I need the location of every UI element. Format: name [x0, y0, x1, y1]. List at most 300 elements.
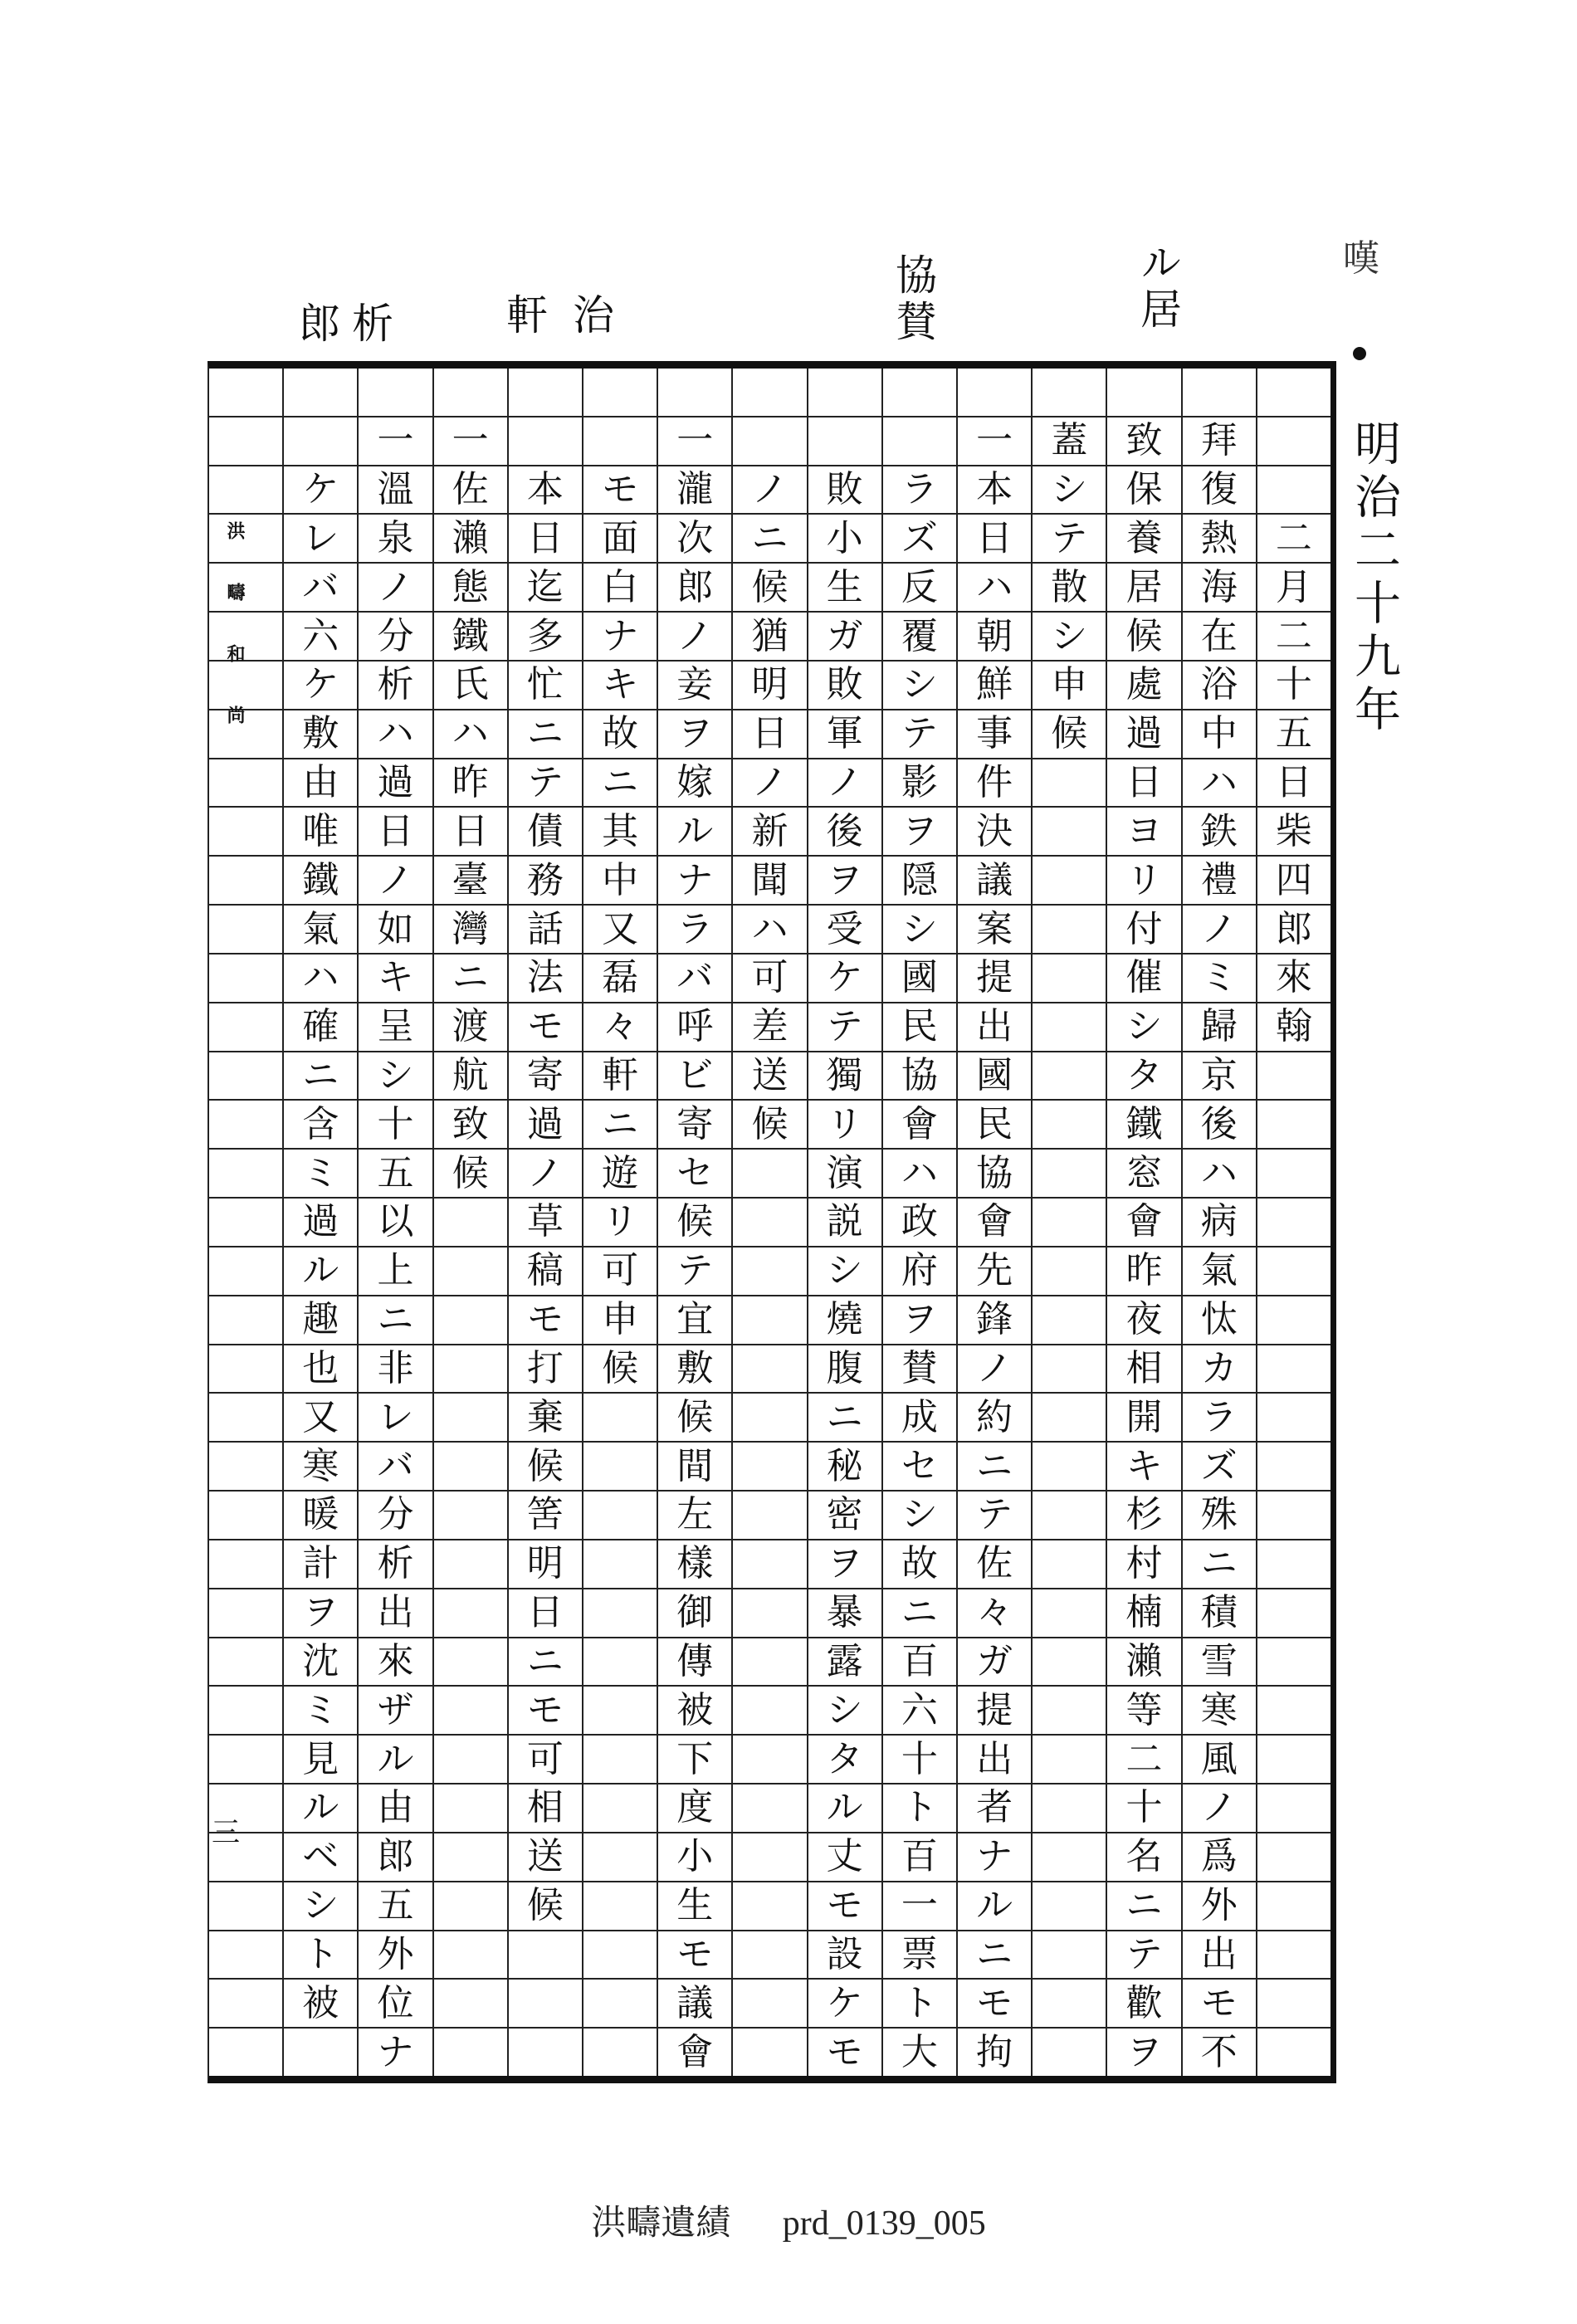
manuscript-cell: 寄: [658, 1101, 731, 1150]
manuscript-cell: [583, 1443, 657, 1492]
manuscript-cell: [1257, 1394, 1330, 1443]
manuscript-cell: 秘: [808, 1443, 881, 1492]
manuscript-cell: 氣: [284, 906, 357, 954]
manuscript-cell: シ: [1033, 466, 1106, 515]
manuscript-cell: [434, 2029, 507, 2076]
manuscript-cell: 杉: [1107, 1492, 1180, 1540]
manuscript-cell: 見: [284, 1736, 357, 1784]
footer-code: prd_0139_005: [782, 2204, 986, 2243]
annotation-inaka: 郎析: [299, 300, 405, 348]
manuscript-cell: [434, 1784, 507, 1833]
manuscript-cell: ヲ: [808, 1540, 881, 1589]
manuscript-cell: [658, 369, 731, 417]
manuscript-cell: 敷: [284, 710, 357, 759]
manuscript-cell: ハ: [1183, 1150, 1256, 1199]
manuscript-cell: 可: [509, 1736, 582, 1784]
manuscript-cell: 由: [284, 759, 357, 808]
manuscript-cell: [434, 369, 507, 417]
manuscript-cell: ケ: [808, 1980, 881, 2029]
manuscript-cell: 瀧: [658, 466, 731, 515]
manuscript-cell: 妾: [658, 662, 731, 710]
manuscript-cell: ナ: [583, 613, 657, 662]
manuscript-cell: 政: [883, 1199, 956, 1247]
manuscript-cell: バ: [359, 1443, 432, 1492]
manuscript-cell: 其: [583, 808, 657, 857]
manuscript-column: [282, 369, 357, 2076]
manuscript-cell: [509, 1980, 582, 2029]
manuscript-cell: [1033, 1101, 1106, 1150]
manuscript-cell: 鐵: [284, 857, 357, 906]
manuscript-cell: [1033, 808, 1106, 857]
manuscript-cell: [434, 1394, 507, 1443]
manuscript-column: [1106, 369, 1180, 2076]
manuscript-cell: 日: [509, 1589, 582, 1638]
manuscript-cell: [209, 1199, 282, 1247]
manuscript-cell: ヲ: [284, 1589, 357, 1638]
manuscript-cell: 昨: [434, 759, 507, 808]
manuscript-cell: [1033, 1003, 1106, 1052]
manuscript-cell: 熱: [1183, 515, 1256, 564]
manuscript-cell: 明: [733, 662, 806, 710]
manuscript-cell: 佐: [434, 466, 507, 515]
manuscript-cell: ニ: [1107, 1882, 1180, 1931]
manuscript-cell: 故: [883, 1540, 956, 1589]
manuscript-cell: 設: [808, 1931, 881, 1980]
manuscript-cell: 生: [808, 564, 881, 613]
manuscript-cell: レ: [284, 515, 357, 564]
manuscript-cell: [1033, 1247, 1106, 1296]
manuscript-cell: [1033, 906, 1106, 954]
manuscript-grid: [208, 361, 1336, 2083]
manuscript-cell: [209, 1882, 282, 1931]
manuscript-cell: 打: [509, 1345, 582, 1394]
manuscript-cell: ル: [808, 1784, 881, 1833]
manuscript-cell: [1257, 1150, 1330, 1199]
manuscript-cell: 日: [733, 710, 806, 759]
manuscript-cell: 氣: [1183, 1247, 1256, 1296]
manuscript-cell: 提: [958, 954, 1031, 1003]
manuscript-cell: 々: [958, 1589, 1031, 1638]
manuscript-cell: [209, 808, 282, 857]
manuscript-cell: 非: [359, 1345, 432, 1394]
manuscript-cell: [583, 1687, 657, 1736]
manuscript-cell: 隠: [883, 857, 956, 906]
manuscript-cell: 候: [658, 1394, 731, 1443]
manuscript-cell: 呈: [359, 1003, 432, 1052]
manuscript-cell: 暖: [284, 1492, 357, 1540]
manuscript-cell: [1033, 1199, 1106, 1247]
manuscript-cell: [209, 1443, 282, 1492]
manuscript-cell: [583, 1980, 657, 2029]
manuscript-cell: 唯: [284, 808, 357, 857]
manuscript-cell: 過: [284, 1199, 357, 1247]
manuscript-cell: シ: [808, 1687, 881, 1736]
manuscript-cell: 相: [1107, 1345, 1180, 1394]
manuscript-cell: 五: [1257, 710, 1330, 759]
manuscript-cell: 腹: [808, 1345, 881, 1394]
manuscript-cell: [583, 1931, 657, 1980]
manuscript-cell: キ: [583, 662, 657, 710]
manuscript-cell: [733, 1931, 806, 1980]
manuscript-cell: ヲ: [658, 710, 731, 759]
manuscript-cell: 日: [434, 808, 507, 857]
manuscript-cell: ル: [284, 1784, 357, 1833]
manuscript-cell: 議: [958, 857, 1031, 906]
manuscript-cell: シ: [808, 1247, 881, 1296]
manuscript-cell: [1033, 1150, 1106, 1199]
manuscript-cell: 演: [808, 1150, 881, 1199]
manuscript-cell: 四: [1257, 857, 1330, 906]
manuscript-cell: ル: [284, 1247, 357, 1296]
manuscript-cell: 國: [883, 954, 956, 1003]
manuscript-cell: [209, 1101, 282, 1150]
manuscript-cell: 含: [284, 1101, 357, 1150]
manuscript-cell: 寒: [1183, 1687, 1256, 1736]
manuscript-cell: 成: [883, 1394, 956, 1443]
manuscript-column: [1031, 369, 1106, 2076]
manuscript-cell: [509, 1931, 582, 1980]
manuscript-cell: ル: [658, 808, 731, 857]
manuscript-cell: ハ: [284, 954, 357, 1003]
manuscript-cell: ヲ: [1125, 2030, 1163, 2073]
manuscript-cell: [733, 1296, 806, 1345]
manuscript-cell: [583, 1882, 657, 1931]
manuscript-cell: 出: [958, 1003, 1031, 1052]
manuscript-cell: 間: [658, 1443, 731, 1492]
manuscript-cell: 敗: [808, 466, 881, 515]
manuscript-cell: 送: [733, 1052, 806, 1101]
manuscript-cell: 日: [509, 515, 582, 564]
manuscript-cell: [1257, 1931, 1330, 1980]
manuscript-cell: 殊: [1183, 1492, 1256, 1540]
manuscript-cell: 々: [583, 1003, 657, 1052]
manuscript-cell: 候: [434, 1150, 507, 1199]
manuscript-cell: [583, 1394, 657, 1443]
manuscript-cell: 候: [733, 1101, 806, 1150]
manuscript-cell: ト: [883, 1784, 956, 1833]
manuscript-cell: 可: [583, 1247, 657, 1296]
manuscript-cell: 中: [1183, 710, 1256, 759]
manuscript-cell: キ: [359, 954, 432, 1003]
manuscript-cell: [1033, 1443, 1106, 1492]
manuscript-cell: [583, 1784, 657, 1833]
manuscript-cell: 沈: [284, 1638, 357, 1687]
manuscript-cell: 佐: [958, 1540, 1031, 1589]
manuscript-cell: 出: [359, 1589, 432, 1638]
manuscript-cell: [1257, 1589, 1330, 1638]
manuscript-cell: 保: [1107, 466, 1180, 515]
manuscript-cell: シ: [284, 1882, 357, 1931]
manuscript-cell: 五: [359, 1882, 432, 1931]
manuscript-cell: [209, 1492, 282, 1540]
manuscript-cell: [1257, 1882, 1330, 1931]
manuscript-cell: 御: [658, 1589, 731, 1638]
manuscript-column: [357, 369, 432, 2076]
manuscript-cell: 債: [509, 808, 582, 857]
manuscript-cell: 會: [1107, 1199, 1180, 1247]
manuscript-cell: [733, 1150, 806, 1199]
manuscript-cell: [209, 417, 282, 466]
manuscript-cell: 以: [359, 1199, 432, 1247]
manuscript-cell: シ: [883, 1492, 956, 1540]
manuscript-cell: [434, 1443, 507, 1492]
manuscript-cell: ニ: [583, 759, 657, 808]
manuscript-cell: [1257, 466, 1330, 515]
manuscript-column: [1181, 369, 1256, 2076]
manuscript-cell: 反: [883, 564, 956, 613]
manuscript-cell: [583, 1638, 657, 1687]
manuscript-cell: 十: [1257, 662, 1330, 710]
manuscript-cell: [1033, 369, 1106, 417]
manuscript-cell: [434, 1589, 507, 1638]
manuscript-cell: 居: [1107, 564, 1180, 613]
manuscript-cell: レ: [359, 1394, 432, 1443]
manuscript-cell: ニ: [583, 1101, 657, 1150]
manuscript-cell: 候: [658, 1199, 731, 1247]
manuscript-cell: 遊: [583, 1150, 657, 1199]
manuscript-cell: 名: [1107, 1833, 1180, 1882]
manuscript-cell: ノ: [359, 564, 432, 613]
manuscript-cell: [434, 1199, 507, 1247]
manuscript-cell: [1257, 1345, 1330, 1394]
manuscript-cell: [1257, 1492, 1330, 1540]
manuscript-cell: [733, 1345, 806, 1394]
manuscript-cell: 復: [1183, 466, 1256, 515]
manuscript-cell: 析: [359, 662, 432, 710]
manuscript-cell: [733, 1736, 806, 1784]
manuscript-cell: リ: [1107, 857, 1180, 906]
manuscript-cell: [434, 1540, 507, 1589]
manuscript-cell: ノ: [733, 759, 806, 808]
manuscript-cell: ハ: [958, 564, 1031, 613]
margin-book-title: 洪疇和尚: [224, 521, 246, 767]
manuscript-cell: ザ: [359, 1687, 432, 1736]
manuscript-cell: [359, 369, 432, 417]
manuscript-cell: ハ: [883, 1150, 956, 1199]
manuscript-cell: [209, 1540, 282, 1589]
manuscript-cell: リ: [583, 1199, 657, 1247]
manuscript-cell: 五: [359, 1150, 432, 1199]
annotation-kanji: 軒治: [506, 291, 639, 339]
manuscript-cell: 鉄: [1183, 808, 1256, 857]
manuscript-cell: [434, 1736, 507, 1784]
manuscript-cell: モ: [509, 1003, 582, 1052]
manuscript-cell: 候: [733, 564, 806, 613]
manuscript-cell: 案: [958, 906, 1031, 954]
manuscript-cell: 申: [583, 1296, 657, 1345]
manuscript-cell: タ: [1107, 1052, 1180, 1101]
manuscript-column: [807, 369, 881, 2076]
manuscript-column: [1256, 369, 1330, 2076]
manuscript-cell: 一: [658, 417, 731, 466]
manuscript-cell: ハ: [434, 710, 507, 759]
manuscript-cell: 影: [883, 759, 956, 808]
manuscript-cell: [583, 1833, 657, 1882]
manuscript-cell: ナ: [377, 2030, 414, 2073]
manuscript-cell: モ: [1183, 1980, 1256, 2029]
manuscript-cell: 村: [1107, 1540, 1180, 1589]
manuscript-cell: [509, 417, 582, 466]
manuscript-cell: [1033, 1540, 1106, 1589]
manuscript-cell: 生: [658, 1882, 731, 1931]
manuscript-cell: [733, 1833, 806, 1882]
manuscript-cell: [883, 417, 956, 466]
manuscript-cell: ハ: [733, 906, 806, 954]
manuscript-cell: 寒: [284, 1443, 357, 1492]
manuscript-cell: [1257, 369, 1330, 417]
manuscript-cell: 窓: [1107, 1150, 1180, 1199]
manuscript-cell: ノ: [359, 857, 432, 906]
manuscript-cell: テ: [1107, 1931, 1180, 1980]
manuscript-cell: 白: [583, 564, 657, 613]
manuscript-cell: [509, 2029, 582, 2076]
manuscript-cell: 大: [901, 2030, 938, 2073]
manuscript-cell: [209, 1345, 282, 1394]
manuscript-cell: ニ: [733, 515, 806, 564]
manuscript-cell: バ: [284, 564, 357, 613]
manuscript-cell: [1107, 369, 1180, 417]
manuscript-cell: [733, 1394, 806, 1443]
manuscript-cell: 呼: [658, 1003, 731, 1052]
manuscript-column: [657, 369, 731, 2076]
manuscript-cell: ヲ: [883, 1296, 956, 1345]
manuscript-cell: 態: [434, 564, 507, 613]
manuscript-cell: ミ: [284, 1150, 357, 1199]
manuscript-cell: 郎: [658, 564, 731, 613]
manuscript-cell: 忲: [1183, 1296, 1256, 1345]
manuscript-cell: 候: [1033, 710, 1106, 759]
manuscript-cell: 軒: [583, 1052, 657, 1101]
manuscript-cell: 提: [958, 1687, 1031, 1736]
manuscript-cell: 致: [434, 1101, 507, 1150]
manuscript-cell: 鋒: [958, 1296, 1031, 1345]
manuscript-cell: 郎: [1257, 906, 1330, 954]
manuscript-cell: [1033, 1394, 1106, 1443]
manuscript-cell: [1033, 1931, 1106, 1980]
manuscript-cell: 會: [883, 1101, 956, 1150]
manuscript-cell: [434, 1296, 507, 1345]
manuscript-cell: 過: [359, 759, 432, 808]
manuscript-cell: ニ: [808, 1394, 881, 1443]
manuscript-cell: [434, 1687, 507, 1736]
manuscript-cell: 又: [583, 906, 657, 954]
manuscript-cell: 出: [958, 1736, 1031, 1784]
manuscript-cell: [1257, 1784, 1330, 1833]
footer-title: 洪疇遺績: [591, 2204, 731, 2243]
manuscript-cell: [209, 1980, 282, 2029]
manuscript-cell: 航: [434, 1052, 507, 1101]
manuscript-cell: 楠: [1107, 1589, 1180, 1638]
manuscript-cell: 付: [1107, 906, 1180, 954]
manuscript-cell: [1033, 1052, 1106, 1101]
manuscript-cell: 件: [958, 759, 1031, 808]
manuscript-cell: [583, 1736, 657, 1784]
manuscript-cell: 百: [883, 1638, 956, 1687]
manuscript-cell: 爲: [1183, 1833, 1256, 1882]
manuscript-cell: テ: [1033, 515, 1106, 564]
manuscript-cell: [958, 369, 1031, 417]
manuscript-cell: ミ: [1183, 954, 1256, 1003]
manuscript-column: [956, 369, 1031, 2076]
manuscript-cell: テ: [808, 1003, 881, 1052]
manuscript-cell: ガ: [958, 1638, 1031, 1687]
manuscript-cell: 樣: [658, 1540, 731, 1589]
manuscript-cell: 宜: [658, 1296, 731, 1345]
manuscript-cell: 百: [883, 1833, 956, 1882]
manuscript-cell: [883, 369, 956, 417]
manuscript-cell: バ: [658, 954, 731, 1003]
manuscript-cell: 候: [509, 1882, 582, 1931]
manuscript-cell: シ: [1033, 613, 1106, 662]
manuscript-cell: ノ: [509, 1150, 582, 1199]
manuscript-cell: [733, 1589, 806, 1638]
manuscript-cell: 稿: [509, 1247, 582, 1296]
manuscript-cell: [808, 417, 881, 466]
manuscript-cell: [1257, 1052, 1330, 1101]
manuscript-cell: 來: [359, 1638, 432, 1687]
manuscript-cell: 差: [733, 1003, 806, 1052]
manuscript-cell: 票: [883, 1931, 956, 1980]
manuscript-cell: 説: [808, 1199, 881, 1247]
manuscript-cell: カ: [1183, 1345, 1256, 1394]
manuscript-cell: 昨: [1107, 1247, 1180, 1296]
manuscript-cell: 病: [1183, 1199, 1256, 1247]
manuscript-cell: 歸: [1183, 1003, 1256, 1052]
manuscript-cell: ノ: [1183, 906, 1256, 954]
manuscript-cell: 分: [359, 1492, 432, 1540]
manuscript-cell: ノ: [733, 466, 806, 515]
manuscript-cell: 事: [958, 710, 1031, 759]
manuscript-cell: 協: [958, 1150, 1031, 1199]
manuscript-cell: 日: [958, 515, 1031, 564]
manuscript-cell: 析: [359, 1540, 432, 1589]
manuscript-cell: [209, 1052, 282, 1101]
manuscript-cell: ル: [359, 1736, 432, 1784]
manuscript-cell: [209, 1394, 282, 1443]
manuscript-cell: [434, 1980, 507, 2029]
manuscript-cell: 敗: [808, 662, 881, 710]
manuscript-cell: 外: [1183, 1882, 1256, 1931]
manuscript-cell: 明: [509, 1540, 582, 1589]
manuscript-cell: [1257, 1296, 1330, 1345]
manuscript-cell: 拜: [1183, 417, 1256, 466]
manuscript-cell: ニ: [434, 954, 507, 1003]
manuscript-column: [507, 369, 582, 2076]
manuscript-cell: 拘: [976, 2030, 1013, 2073]
footer: [0, 2195, 1577, 2245]
manuscript-cell: 丈: [808, 1833, 881, 1882]
manuscript-cell: [209, 369, 282, 417]
manuscript-cell: [509, 369, 582, 417]
manuscript-cell: ノ: [658, 613, 731, 662]
manuscript-cell: [1257, 1247, 1330, 1296]
manuscript-cell: 計: [284, 1540, 357, 1589]
manuscript-cell: [434, 1492, 507, 1540]
margin-date-heading: 明治二十九年: [1347, 419, 1401, 738]
manuscript-cell: 十: [359, 1101, 432, 1150]
manuscript-cell: [1033, 1736, 1106, 1784]
manuscript-cell: 後: [1183, 1101, 1256, 1150]
manuscript-cell: [1033, 2029, 1106, 2076]
manuscript-cell: ナ: [958, 1833, 1031, 1882]
manuscript-cell: 又: [284, 1394, 357, 1443]
manuscript-cell: [209, 1247, 282, 1296]
manuscript-cell: 由: [359, 1784, 432, 1833]
manuscript-cell: タ: [808, 1736, 881, 1784]
manuscript-cell: 不: [1200, 2030, 1238, 2073]
manuscript-cell: 民: [958, 1101, 1031, 1150]
manuscript-cell: [733, 1199, 806, 1247]
